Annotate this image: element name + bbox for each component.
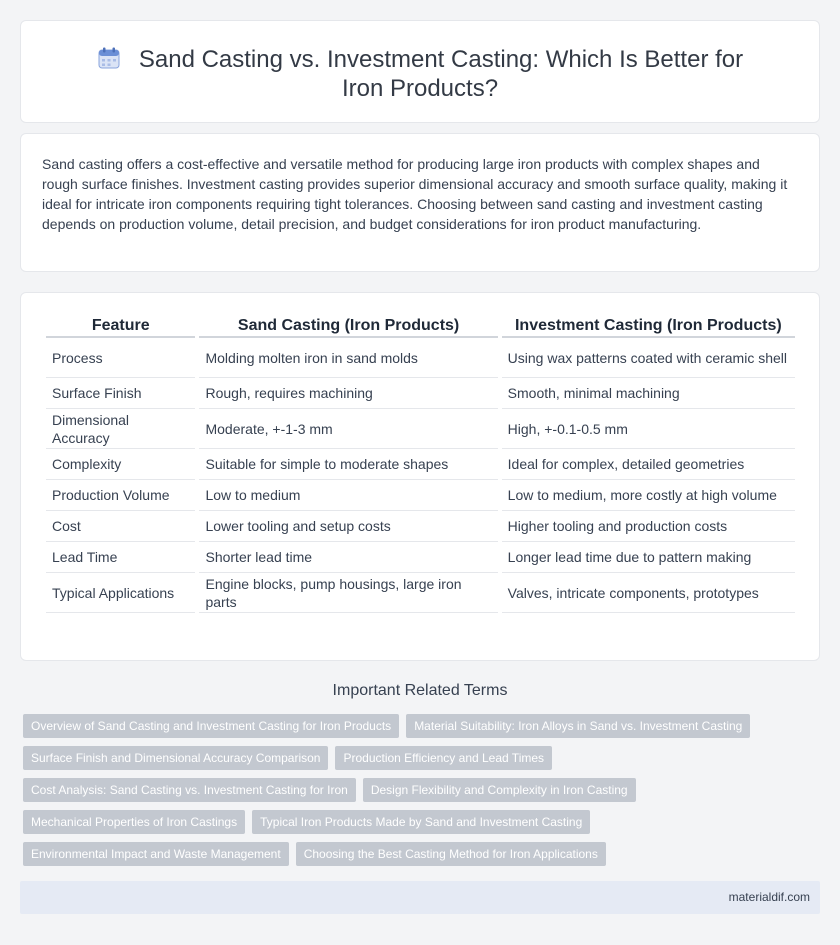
related-term-tag[interactable]: Cost Analysis: Sand Casting vs. Investment Casting for Iron: [23, 778, 356, 802]
related-terms-tags: [23, 714, 803, 874]
page-title-wrap: [21, 45, 819, 103]
row-sand-value: Engine blocks, pump housings, large iron parts: [199, 573, 497, 613]
row-feature: Dimensional Accuracy: [46, 409, 195, 449]
related-term-tag[interactable]: Overview of Sand Casting and Investment Casting for Iron Products: [23, 714, 399, 738]
row-sand-value: Shorter lead time: [199, 542, 497, 573]
row-investment-value: High, +-0.1-0.5 mm: [502, 409, 795, 449]
page-title: Sand Casting vs. Investment Casting: Which Is Better for Iron Products?: [138, 46, 744, 102]
table-row: [46, 480, 795, 511]
row-feature: Process: [46, 338, 195, 378]
row-feature: Production Volume: [46, 480, 195, 511]
footer-site-link[interactable]: materialdif.com: [728, 890, 810, 904]
row-investment-value: Using wax patterns coated with ceramic shell: [502, 338, 795, 378]
header-investment-casting: Investment Casting (Iron Products): [502, 316, 795, 338]
table-row: [46, 409, 795, 449]
related-term-tag[interactable]: Production Efficiency and Lead Times: [335, 746, 552, 770]
row-investment-value: Smooth, minimal machining: [502, 378, 795, 409]
row-investment-value: Low to medium, more costly at high volume: [502, 480, 795, 511]
calendar-icon: [97, 46, 121, 70]
intro-card: [20, 133, 820, 272]
row-feature: Typical Applications: [46, 573, 195, 613]
row-sand-value: Lower tooling and setup costs: [199, 511, 497, 542]
tag-row: [23, 714, 803, 738]
table-row: [46, 511, 795, 542]
row-investment-value: Valves, intricate components, prototypes: [502, 573, 795, 613]
header-sand-casting: Sand Casting (Iron Products): [199, 316, 497, 338]
tag-row: [23, 842, 803, 866]
table-row: [46, 378, 795, 409]
row-sand-value: Molding molten iron in sand molds: [199, 338, 497, 378]
tag-row: [23, 746, 803, 770]
table-row: [46, 542, 795, 573]
row-feature: Lead Time: [46, 542, 195, 573]
row-sand-value: Moderate, +-1-3 mm: [199, 409, 497, 449]
footer-bar: [20, 881, 820, 914]
row-feature: Surface Finish: [46, 378, 195, 409]
table-row: [46, 573, 795, 613]
related-term-tag[interactable]: Mechanical Properties of Iron Castings: [23, 810, 245, 834]
related-term-tag[interactable]: Material Suitability: Iron Alloys in Sand vs. Investment Casting: [406, 714, 750, 738]
row-sand-value: Suitable for simple to moderate shapes: [199, 449, 497, 480]
table-header-row: [46, 316, 795, 338]
row-sand-value: Low to medium: [199, 480, 497, 511]
intro-paragraph: Sand casting offers a cost-effective and versatile method for producing large iron products with complex shapes and rough surface finishes. Investment casting provides superior dimensional accuracy and smooth surface quality, making it ideal for intricate iron components requiring tight tolerances. Choosing between sand casting and investment casting depends on production volume, detail precision, and budget considerations for iron product manufacturing.: [42, 156, 788, 232]
related-term-tag[interactable]: Surface Finish and Dimensional Accuracy Comparison: [23, 746, 328, 770]
row-investment-value: Higher tooling and production costs: [502, 511, 795, 542]
tag-row: [23, 778, 803, 802]
table-row: [46, 338, 795, 378]
table-row: [46, 449, 795, 480]
header-feature: Feature: [46, 316, 195, 338]
row-feature: Complexity: [46, 449, 195, 480]
row-investment-value: Ideal for complex, detailed geometries: [502, 449, 795, 480]
related-term-tag[interactable]: Environmental Impact and Waste Management: [23, 842, 289, 866]
tag-row: [23, 810, 803, 834]
related-terms-heading: Important Related Terms: [332, 682, 508, 699]
comparison-table: [42, 316, 799, 613]
related-term-tag[interactable]: Choosing the Best Casting Method for Iron Applications: [296, 842, 606, 866]
related-term-tag[interactable]: Design Flexibility and Complexity in Iron Casting: [363, 778, 636, 802]
related-term-tag[interactable]: Typical Iron Products Made by Sand and Investment Casting: [252, 810, 590, 834]
row-sand-value: Rough, requires machining: [199, 378, 497, 409]
row-investment-value: Longer lead time due to pattern making: [502, 542, 795, 573]
row-feature: Cost: [46, 511, 195, 542]
comparison-table-card: [20, 292, 820, 661]
title-card: [20, 20, 820, 123]
